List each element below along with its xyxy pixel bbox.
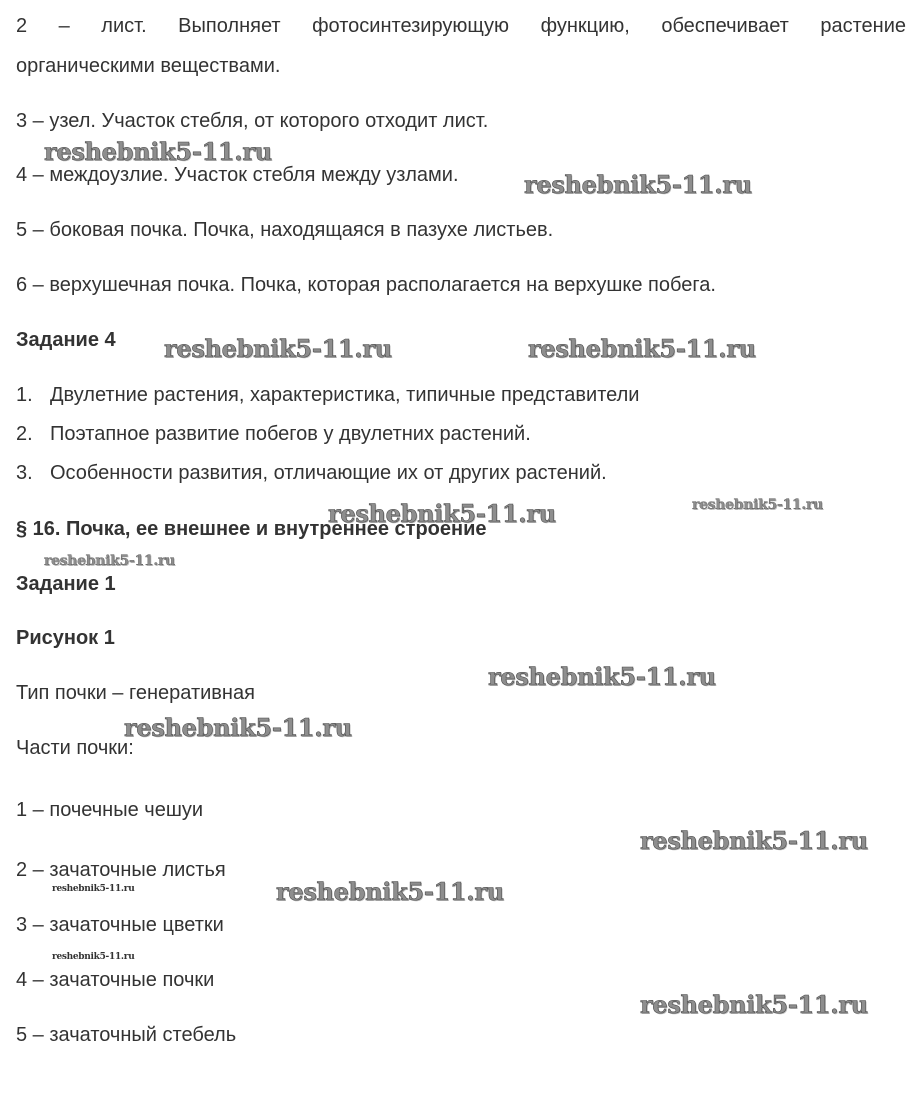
section16-heading: § 16. Почка, ее внешнее и внутреннее строение <box>16 518 487 540</box>
watermark: reshebnik5-11.ru <box>276 877 504 906</box>
list-item-text: Особенности развития, отличающие их от других растений. <box>50 462 607 484</box>
watermark: reshebnik5-11.ru <box>488 662 716 691</box>
watermark: reshebnik5-11.ru <box>640 826 868 855</box>
list-item-text: Поэтапное развитие побегов у двулетних растений. <box>50 423 531 445</box>
task4-list-item <box>16 383 639 407</box>
bud-parts-label: Части почки: <box>16 737 134 759</box>
figure1-heading: Рисунок 1 <box>16 627 115 649</box>
watermark: reshebnik5-11.ru <box>44 553 175 569</box>
watermark: reshebnik5-11.ru <box>164 334 392 363</box>
watermark: reshebnik5-11.ru <box>52 884 135 894</box>
paragraph-node: 3 – узел. Участок стебля, от которого отходит лист. <box>16 110 489 132</box>
paragraph-leaf <box>16 6 906 86</box>
paragraph-lateral-bud: 5 – боковая почка. Почка, находящаяся в пазухе листьев. <box>16 219 554 241</box>
bud-part-item: 4 – зачаточные почки <box>16 969 215 991</box>
bud-part-item: 2 – зачаточные листья <box>16 859 226 881</box>
list-item-number: 1. <box>16 384 33 406</box>
task4-list-item <box>16 422 531 446</box>
task1-heading: Задание 1 <box>16 573 116 595</box>
bud-part-item: 1 – почечные чешуи <box>16 799 204 821</box>
paragraph-apical-bud: 6 – верхушечная почка. Почка, которая располагается на верхушке побега. <box>16 274 716 296</box>
watermark: reshebnik5-11.ru <box>528 334 756 363</box>
paragraph-leaf-line1: 2 – лист. Выполняет фотосинтезирующую функцию, обеспечивает растение <box>16 15 906 37</box>
task4-heading: Задание 4 <box>16 329 116 351</box>
bud-part-item: 5 – зачаточный стебель <box>16 1024 237 1046</box>
watermark: reshebnik5-11.ru <box>124 713 352 742</box>
watermark: reshebnik5-11.ru <box>640 990 868 1019</box>
watermark: reshebnik5-11.ru <box>692 497 823 513</box>
bud-part-item: 3 – зачаточные цветки <box>16 914 224 936</box>
watermark: reshebnik5-11.ru <box>328 499 556 528</box>
list-item-text: Двулетние растения, характеристика, типичные представители <box>50 384 640 406</box>
list-item-number: 2. <box>16 423 33 445</box>
watermark: reshebnik5-11.ru <box>44 137 272 166</box>
task4-list-item <box>16 461 607 485</box>
paragraph-leaf-line2: органическими веществами. <box>16 55 281 77</box>
watermark: reshebnik5-11.ru <box>52 952 135 962</box>
list-item-number: 3. <box>16 462 33 484</box>
bud-type: Тип почки – генеративная <box>16 682 255 704</box>
paragraph-internode: 4 – междоузлие. Участок стебля между узлами. <box>16 164 459 186</box>
watermark: reshebnik5-11.ru <box>524 170 752 199</box>
